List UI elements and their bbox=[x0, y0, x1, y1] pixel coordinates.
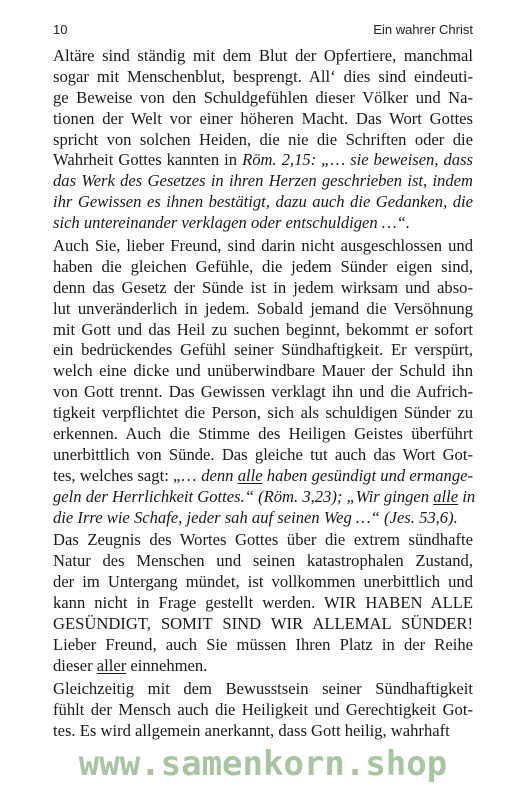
text-segment: sich untereinander verklagen oder entschuldigen …“. bbox=[53, 213, 411, 233]
text-line bbox=[53, 109, 473, 130]
text-segment: geln der Herrlichkeit Gottes.“ (Röm. 3,23); „Wir gingen bbox=[53, 486, 434, 506]
text-line bbox=[53, 320, 473, 341]
text-segment: Auch Sie, lieber Freund, sind darin nicht ausgeschlossen und bbox=[53, 236, 473, 256]
text-line bbox=[53, 656, 473, 677]
text-segment: sogar mit Menschenblut, besprengt. All‘ dies sind eindeuti- bbox=[53, 66, 473, 86]
text-line bbox=[53, 278, 473, 299]
running-title: Ein wahrer Christ bbox=[373, 22, 473, 37]
text-segment: ge Beweise von den Schuldgefühlen dieser Völker und Na- bbox=[53, 87, 473, 107]
text-line bbox=[53, 171, 473, 192]
text-segment: der im Untergang mündet, ist vollkommen unerbittlich und bbox=[53, 572, 473, 592]
text-segment: tes. Es wird allgemein anerkannt, dass Gott heilig, wahrhaft bbox=[53, 720, 450, 740]
text-segment: unerbittlich von Sünde. Das gleiche tut auch das Wort Got- bbox=[53, 444, 473, 464]
text-segment: das Werk des Gesetzes in ihren Herzen geschrieben ist, indem bbox=[53, 171, 473, 191]
text-line bbox=[53, 721, 473, 742]
text-line bbox=[53, 614, 473, 635]
text-line bbox=[53, 192, 473, 213]
text-line bbox=[53, 382, 473, 403]
text-segment: Lieber Freund, auch Sie müssen Ihren Platz in der Reihe bbox=[53, 634, 473, 654]
text-line bbox=[53, 679, 473, 700]
text-line bbox=[53, 551, 473, 572]
text-segment: lut unveränderlich in jedem. Sobald jemand die Versöhnung bbox=[53, 298, 473, 318]
page-header bbox=[53, 22, 473, 42]
text-segment: einnehmen. bbox=[126, 655, 208, 675]
text-segment: tionen der Welt vor einer höheren Macht. Das Wort Gottes bbox=[53, 108, 473, 128]
emphasized-word: aller bbox=[96, 655, 127, 675]
text-line bbox=[53, 593, 473, 614]
text-segment: tigkeit verpflichtet die Person, sich als schuldigen Sünder zu bbox=[53, 403, 473, 423]
text-line bbox=[53, 150, 473, 171]
text-segment: Röm. 2,15: „… sie beweisen, dass bbox=[242, 150, 473, 170]
text-line bbox=[53, 572, 473, 593]
text-segment: die Irre wie Schafe, jeder sah auf seinen Weg …“ (Jes. 53,6). bbox=[53, 507, 458, 527]
text-line bbox=[53, 340, 473, 361]
text-line bbox=[53, 213, 473, 234]
text-segment: Natur des Menschen und seinen katastrophalen Zustand, bbox=[53, 551, 473, 571]
text-segment: haben die gleichen Gefühle, die jedem Sünder eigen sind, bbox=[53, 256, 473, 276]
text-segment: ihr Gewissen es ihnen bestätigt, dazu auch die Gedanken, die bbox=[53, 192, 473, 212]
text-segment: dieser bbox=[53, 655, 97, 675]
paragraph bbox=[53, 530, 473, 676]
text-segment: Altäre sind ständig mit dem Blut der Opfertiere, manchmal bbox=[53, 46, 473, 65]
emphasized-word: alle bbox=[237, 465, 263, 485]
text-segment: Das Zeugnis des Wortes Gottes über die extrem sündhafte bbox=[53, 530, 473, 550]
text-line bbox=[53, 257, 473, 278]
text-line bbox=[53, 299, 473, 320]
text-line bbox=[53, 236, 473, 257]
text-line bbox=[53, 88, 473, 109]
paragraph bbox=[53, 236, 476, 528]
text-segment: in bbox=[458, 486, 476, 506]
paragraph bbox=[53, 679, 473, 742]
text-line bbox=[53, 424, 473, 445]
watermark: www.samenkorn.shop bbox=[78, 744, 448, 784]
text-line bbox=[53, 46, 473, 67]
body-text bbox=[53, 46, 476, 741]
text-line bbox=[53, 486, 476, 508]
text-segment: von Gott trennt. Das Gewissen verklagt ihn und die Aufrich- bbox=[53, 382, 473, 402]
text-line bbox=[53, 403, 473, 424]
text-segment: haben gesündigt und ermange- bbox=[262, 465, 474, 485]
text-segment: GESÜNDIGT, SOMIT SIND WIR ALLEMAL SÜNDER! bbox=[53, 614, 473, 634]
text-line bbox=[53, 635, 473, 656]
text-line bbox=[53, 508, 473, 529]
text-line bbox=[53, 445, 473, 466]
text-line bbox=[53, 361, 473, 382]
text-line bbox=[53, 130, 473, 151]
text-segment: mit Gott und das Heil zu suchen beginnt, bekommt er sofort bbox=[53, 319, 473, 339]
emphasized-word: alle bbox=[433, 486, 459, 506]
text-segment: denn bbox=[201, 465, 238, 485]
text-segment: welch eine dicke und unüberwindbare Mauer der Schuld ihn bbox=[53, 361, 473, 381]
page-number: 10 bbox=[53, 22, 68, 37]
text-segment: fühlt der Mensch auch die Heiligkeit und Gerechtigkeit Got- bbox=[53, 699, 473, 719]
text-line bbox=[53, 530, 473, 551]
text-segment: tes, welches sagt: „… bbox=[53, 465, 202, 485]
text-segment: Wahrheit Gottes kannten in bbox=[53, 150, 243, 170]
paragraph bbox=[53, 46, 473, 234]
text-segment: Gleichzeitig mit dem Bewusstsein seiner Sündhaftigkeit bbox=[53, 678, 473, 698]
text-segment: kann nicht in Frage gestellt werden. WIR HABEN ALLE bbox=[53, 593, 473, 613]
text-segment: spricht von solchen Heiden, die nie die Schriften oder die bbox=[53, 129, 473, 149]
text-segment: denn das Gesetz der Sünde ist in jedem wirksam und abso- bbox=[53, 277, 473, 297]
text-line bbox=[53, 67, 473, 88]
text-segment: erkennen. Auch die Stimme des Heiligen Geistes überführt bbox=[53, 424, 473, 444]
text-segment: ein bedrückendes Gefühl seiner Sündhaftigkeit. Er verspürt, bbox=[53, 340, 473, 360]
text-line bbox=[53, 466, 473, 487]
text-line bbox=[53, 700, 473, 721]
